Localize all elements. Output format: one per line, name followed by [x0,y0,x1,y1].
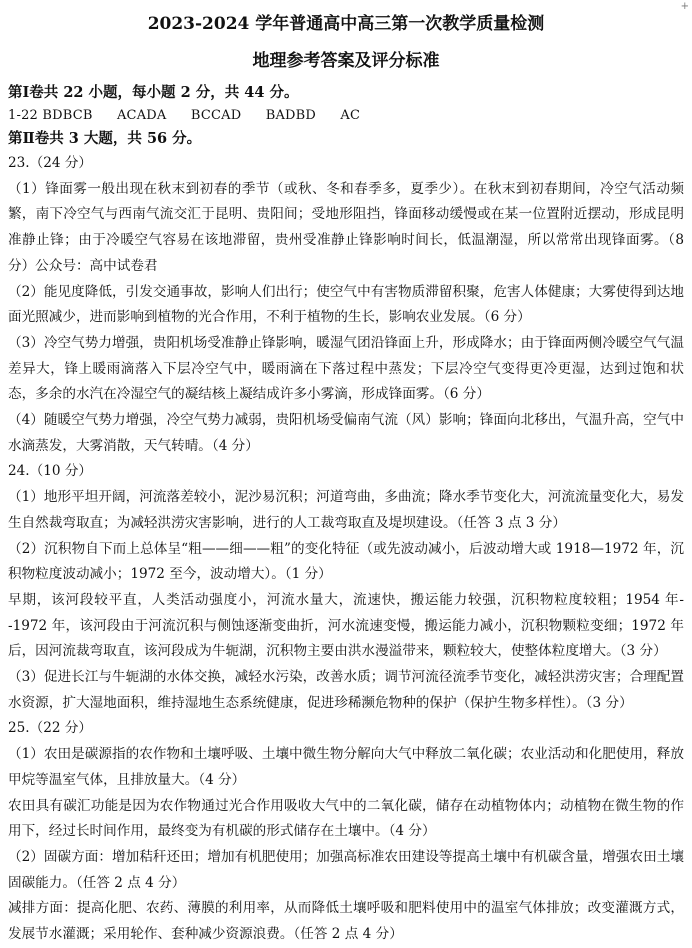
question-24-part-3: （3）促进长江与牛轭湖的水体交换，减轻水污染，改善水质；调节河流径流季节变化，减轻洪涝灾害；合理配置水资源，扩大湿地面积，维持湿地生态系统健康，促进珍稀濒危物种的保护（保护生物多样性）。（3 分） [8,669,684,711]
question-23-part-1: （1）锋面雾一般出现在秋末到初春的季节（或秋、冬和春季多，夏季少）。在秋末到初春期间，冷空气活动频繁，南下冷空气与西南气流交汇于昆明、贵阳间；受地形阻挡，锋面移动缓慢或在某一位置附近摆动，形成昆明准静止锋；由于冷暖空气容易在该地滞留，贵州受准静止锋影响时间长，低温潮湿，所以常常出现锋面雾。（8 分）公众号：高中试卷君 [8,180,684,274]
question-24-part-1: （1）地形平坦开阔，河流落差较小，泥沙易沉积；河道弯曲，多曲流；降水季节变化大，河流流量变化大，易发生自然裁弯取直；为减轻洪涝灾害影响，进行的人工裁弯取直及堤坝建设。（任答 3 点 3 分） [8,489,684,531]
question-23-part-2: （2）能见度降低，引发交通事故，影响人们出行；使空气中有害物质滞留积聚，危害人体健康；大雾使得到达地面光照减少，进而影响到植物的光合作用，不利于植物的生长，影响农业发展。（6 分） [8,283,684,326]
question-25-heading: 25.（22 分） [8,720,93,737]
question-25-part-2: （2）固碳方面：增加秸秆还田；增加有机肥使用；加强高标准农田建设等提高土壤中有机碳含量，增强农田土壤固碳能力。（任答 2 点 4 分） [8,848,684,891]
question-25-part-1-carbon-sink: 农田具有碳汇功能是因为农作物通过光合作用吸收大气中的二氧化碳，储存在动植物体内；动植物在微生物的作用下，经过长时间作用，最终变为有机碳的形式储存在土壤中。（4 分） [8,797,684,840]
question-24-part-2-explanation: 早期，该河段较平直，人类活动强度小，河流水量大，流速快，搬运能力较强，沉积物粒度较粗；1954 年--1972 年，该河段由于河流沉积与侧蚀逐渐变曲折，河水流速变慢，搬运能力减小，沉积物颗粒变细；1972 年后，因河流裁弯取直，该河段成为牛轭湖，沉积物主要由洪水漫溢带来，颗粒较大，使整体粒度增大。（3 分） [8,591,684,660]
answer-group: 1-22 BDBCB [8,108,93,123]
document-subtitle: 地理参考答案及评分标准 [252,51,440,71]
answer-group: ACADA [116,108,167,123]
question-23-part-4: （4）随暖空气势力增强，冷空气势力减弱，贵阳机场受偏南气流（风）影响；锋面向北移出，气温升高，空气中水滴蒸发，大雾消散，天气转晴。（4 分） [8,412,684,454]
question-23-heading: 23.（24 分） [8,155,93,171]
question-25-part-2-emission-reduction: 减排方面：提高化肥、农药、薄膜的利用率，从而降低土壤呼吸和肥料使用中的温室气体排放；改变灌溉方式，发展节水灌溉；采用轮作、套种减少资源浪费。（任答 2 点 4 分） [8,900,684,943]
part2-heading: 第Ⅱ卷共 3 大题，共 56 分。 [8,130,202,147]
corner-mark: + [680,1,689,12]
question-24-part-2: （2）沉积物自下而上总体呈“粗——细——粗”的变化特征（或先波动减小，后波动增大或 1918—1972 年，沉积物粒度波动减小；1972 至今，波动增大）。（1 分） [8,540,684,583]
part1-answer-key [8,105,684,127]
answer-group: BADBD [265,108,317,123]
question-24-heading: 24.（10 分） [8,463,93,480]
question-25 [8,716,684,947]
question-25-part-1: （1）农田是碳源指的农作物和土壤呼吸、土壤中微生物分解向大气中释放二氧化碳；农业活动和化肥使用，释放甲烷等温室气体，且排放量大。（4 分） [8,746,684,788]
document-title: 2023-2024 学年普通高中高三第一次教学质量检测 [147,14,545,34]
question-23-part-3: （3）冷空气势力增强，贵阳机场受准静止锋影响，暖湿气团沿锋面上升，形成降水；由于锋面两侧冷暖空气气温差异大，锋上暖雨滴落入下层冷空气中，暖雨滴在下落过程中蒸发；下层冷空气变得更冷更湿，达到过饱和状态，多余的水汽在冷湿空气的凝结核上凝结成许多小雾滴，形成锋面雾。（6 分） [8,334,684,403]
part1-heading: 第Ⅰ卷共 22 小题，每小题 2 分，共 44 分。 [8,84,299,101]
question-23 [8,151,684,459]
question-24 [8,459,684,716]
answer-group: AC [340,108,361,123]
answer-group: BCCAD [190,108,242,123]
